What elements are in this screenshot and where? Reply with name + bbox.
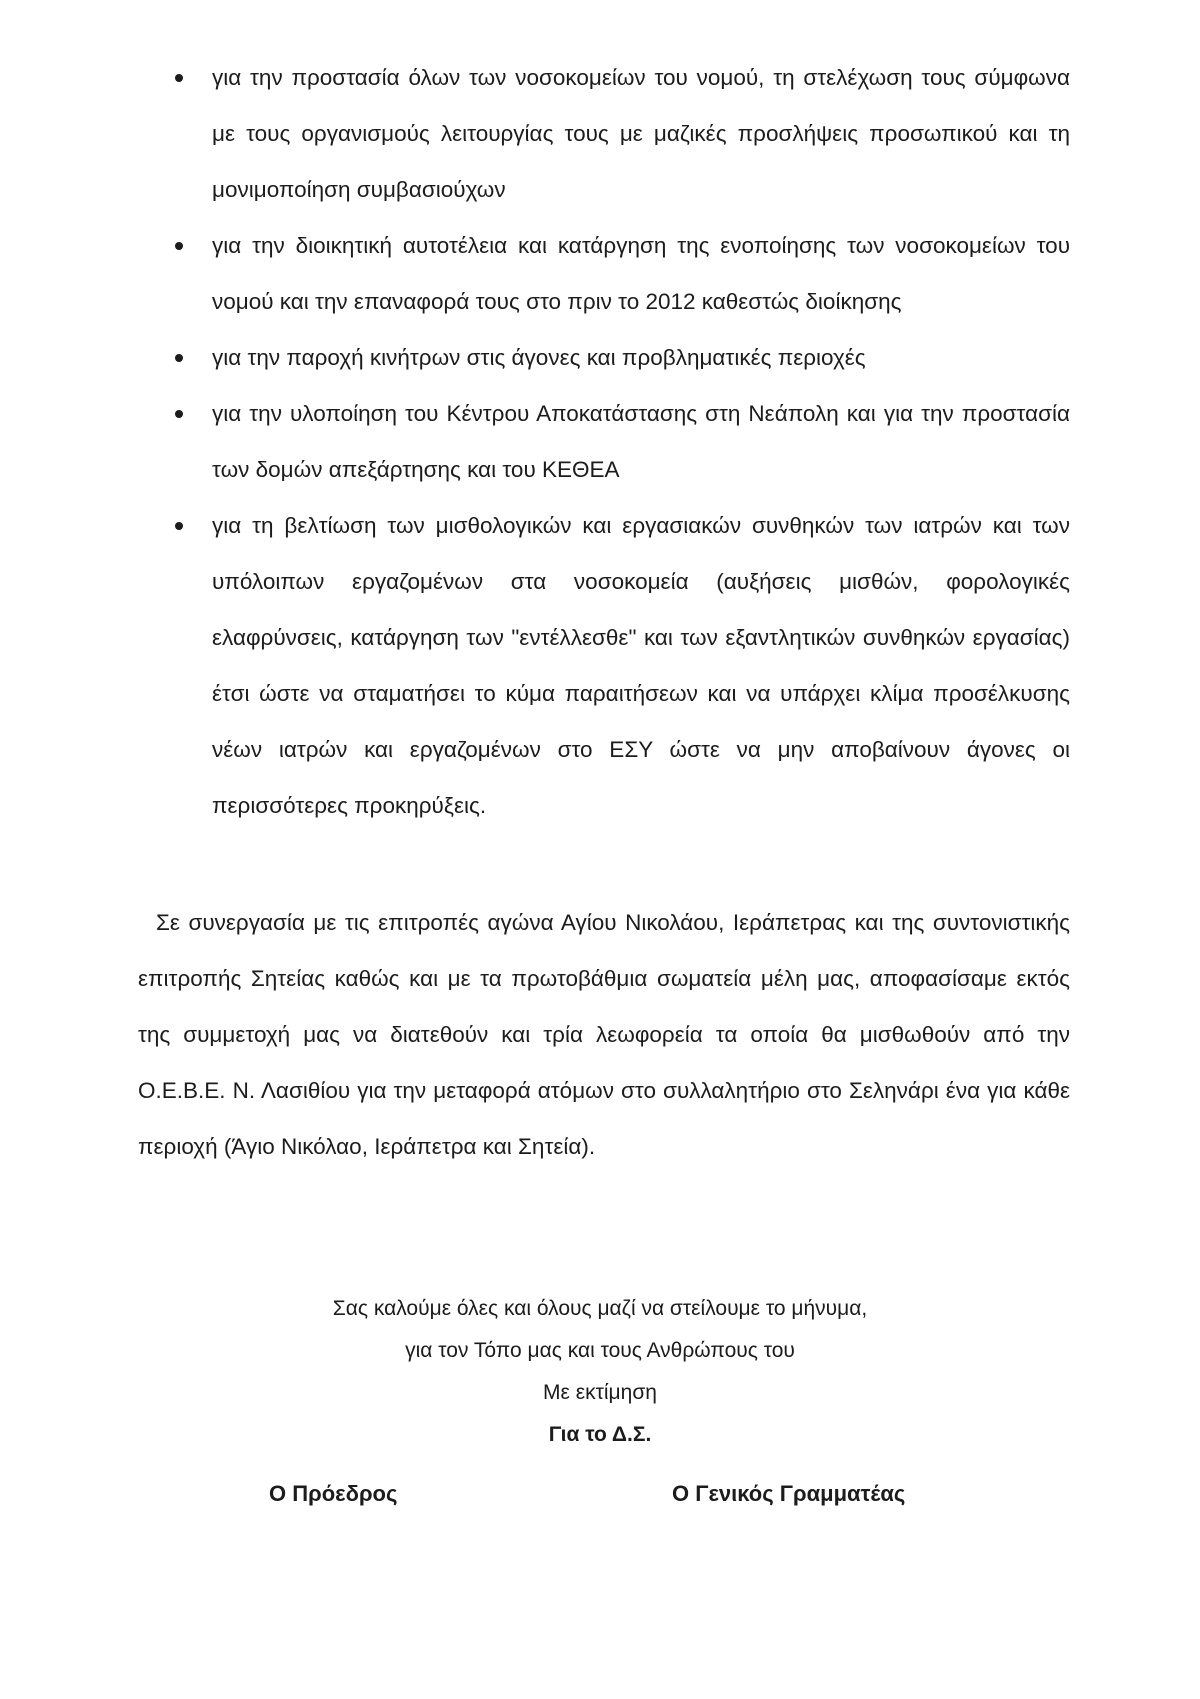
list-item-text: για την διοικητική αυτοτέλεια και κατάργηση της ενοποίησης των νοσοκομείων του νομού και την επαναφορά τους στο πριν το 2012 καθεστώς διοίκησης [212,233,1070,314]
bullet-icon [175,74,183,82]
list-item-text: για την προστασία όλων των νοσοκομείων του νομού, τη στελέχωση τους σύμφωνα με τους οργανισμούς λειτουργίας τους με μαζικές προσλήψεις προσωπικού και τη μονιμοποίηση συμβασιούχων [212,65,1070,202]
list-item [0,330,1070,386]
president-signature-label: Ο Πρόεδρος [269,1481,398,1506]
list-item-text: για τη βελτίωση των μισθολογικών και εργασιακών συνθηκών των ιατρών και των υπόλοιπων εργαζομένων στα νοσοκομεία (αυξήσεις μισθών, φορολογικές ελαφρύνσεις, κατάργηση των "εντέλλεσθε" και των εξαντλητικών συνθηκών εργασίας) έτσι ώστε να σταματήσει το κύμα παραιτήσεων και να υπάρχει κλίμα προσέλκυσης νέων ιατρών και εργαζομένων στο ΕΣΥ ώστε να μην αποβαίνουν άγονες οι περισσότερες προκηρύξεις. [212,513,1070,818]
bullet-icon [175,410,183,418]
secretary-signature-label: Ο Γενικός Γραμματέας [672,1481,906,1506]
regards-line: Με εκτίμηση [543,1381,657,1404]
closing-block [0,1288,1200,1456]
bullet-icon [175,522,183,530]
list-item [0,386,1070,498]
body-paragraph: Σε συνεργασία με τις επιτροπές αγώνα Αγίου Νικολάου, Ιεράπετρας και της συντονιστικής επιτροπής Σητείας καθώς και με τα πρωτοβάθμια σωματεία μέλη μας, αποφασίσαμε εκτός της συμμετοχή μας να διατεθούν και τρία λεωφορεία τα οποία θα μισθωθούν από την Ο.Ε.Β.Ε. Ν. Λασιθίου για την μεταφορά ατόμων στο συλλαλητήριο στο Σεληνάρι ένα για κάθε περιοχή (Άγιο Νικόλαο, Ιεράπετρα και Σητεία). [138,910,1070,1159]
list-item-text: για την υλοποίηση του Κέντρου Αποκατάστασης στη Νεάπολη και για την προστασία των δομών απεξάρτησης και του ΚΕΘΕΑ [212,401,1070,482]
closing-line: για τον Τόπο μας και τους Ανθρώπους του [405,1339,795,1362]
demands-list [0,50,1200,834]
bullet-icon [175,354,183,362]
list-item-text: για την παροχή κινήτρων στις άγονες και προβληματικές περιοχές [212,345,866,370]
bullet-icon [175,242,183,250]
list-item [0,218,1070,330]
board-line: Για το Δ.Σ. [548,1423,652,1446]
closing-line: Σας καλούμε όλες και όλους μαζί να στείλουμε το μήνυμα, [332,1297,868,1320]
list-item [0,498,1070,834]
list-item [0,50,1070,218]
